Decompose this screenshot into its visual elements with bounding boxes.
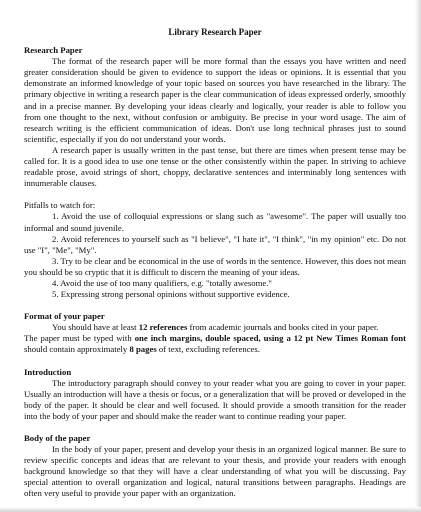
pitfall-item-1: 1. Avoid the use of colloquial expressions or slang such as "awesome". The paper will usually too informal and sound juvenile. [24, 211, 406, 233]
introduction-heading: Introduction [24, 366, 72, 377]
pitfalls-heading: Pitfalls to watch for: [24, 200, 96, 211]
references-count: 12 references [138, 322, 188, 333]
page-shadow-right [415, 0, 421, 512]
body-heading: Body of the paper [24, 433, 91, 443]
format-line-1: You should have at least 12 references from academic journals and books cited in your paper. [52, 322, 379, 333]
formatting-requirements: one inch margins, double spaced, using a 12 pt New Times Roman font [134, 333, 407, 344]
pitfall-item-3: 3. Try to be clear and be economical in the use of words in the sentence. However, this does not mean you should be so cryptic that it is difficult to discern the meaning of your ideas. [24, 255, 406, 277]
research-paper-heading: Research Paper [24, 45, 83, 56]
page-shadow-bottom [0, 507, 421, 512]
format-heading: Format of your paper [24, 311, 105, 322]
research-paper-paragraph-1: The format of the research paper will be more formal than the essays you have written and need greater consideration should be given to evidence to support the ideas or opinions. It is essential that you demonstrate an informed knowledge of your topic based on sources you have researched in the library. The primary objective in writing a research paper is the clear communication of ideas expressed orderly, smoothly and in a precise manner. By developing your ideas clearly and logically, your reader is able to follow you from one thought to the next, without confusion or ambiguity. Be precise in your word usage. The aim of research writing is the efficient communication of ideas. Don't use long technical phrases just to sound scientific, especially if you do not understand your words. [24, 56, 406, 144]
document-page [24, 27, 406, 500]
pitfall-item-5: 5. Expressing strong personal opinions without supportive evidence. [52, 289, 290, 300]
research-paper-paragraph-2: A research paper is usually written in the past tense, but there are times when present tense may be called for. It is a good idea to use one tense or the other consistently within the paper. In striving to achieve readable prose, avoid strings of short, choppy, declarative sentences and interminably long sentences with innumerable clauses. [24, 144, 406, 189]
format-line-2: The paper must be typed with one inch margins, double spaced, using a 12 pt New Times Roman font should contain approximately 8 pages of text, excluding references. [24, 333, 407, 355]
introduction-paragraph: The introductory paragraph should convey to your reader what you are going to cover in your paper. Usually an introduction will have a thesis or focus, or a generalization that will be proved or developed in the body of the paper. It should be clear and well focused. It should provide a smooth transition for the reader into the body of your paper and should make the reader want to continue reading your paper. [24, 377, 406, 421]
body-paragraph: In the body of your paper, present and develop your thesis in an organized logical manner. Be sure to review specific concepts and ideas that are relevant to your thesis, and provide your readers with enough background knowledge so that they will have a clear understanding of what you will be discussing. Pay special attention to overall organization and logical, natural transitions between paragraphs. Headings are often very useful to provide your paper with an organization. [24, 444, 406, 499]
page-count: 8 pages [129, 344, 157, 355]
pitfall-item-2: 2. Avoid references to yourself such as "I believe", "I hate it", "I think", "in my opinion" etc. Do not use "I", "Me", "My". [24, 233, 406, 255]
pitfall-item-4: 4. Avoid the use of too many qualifiers, e.g. "totally awesome." [52, 277, 272, 288]
document-title: Library Research Paper [168, 27, 262, 37]
